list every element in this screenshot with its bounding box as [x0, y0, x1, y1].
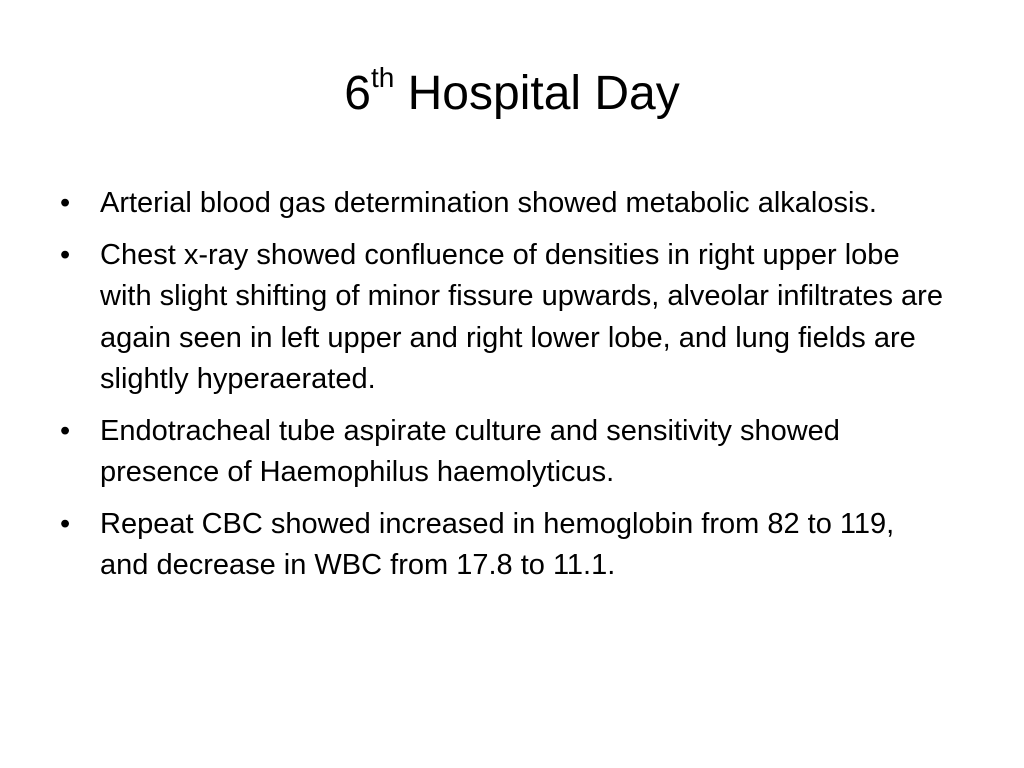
bullet-item-cbc: • Repeat CBC showed increased in hemoglobin from 82 to 119, and decrease in WBC from 17.8 to 11.1. — [100, 504, 950, 587]
slide-title — [0, 62, 1024, 126]
bullet-item-culture: • Endotracheal tube aspirate culture and sensitivity showed presence of Haemophilus haemolyticus. — [100, 411, 950, 494]
bullet-item-chest-xray: • Chest x-ray showed confluence of densities in right upper lobe with slight shifting of minor fissure upwards, alveolar infiltrates are again seen in left upper and right lower lobe, and lung fields are slightly hyperaerated. — [100, 235, 950, 401]
title-ordinal-suffix: th — [370, 62, 395, 93]
title-day-number: 6 — [344, 67, 371, 120]
title-text: Hospital Day — [394, 67, 680, 120]
bullet-item-abg: • Arterial blood gas determination showed metabolic alkalosis. — [100, 183, 950, 225]
bullet-list — [100, 183, 950, 597]
